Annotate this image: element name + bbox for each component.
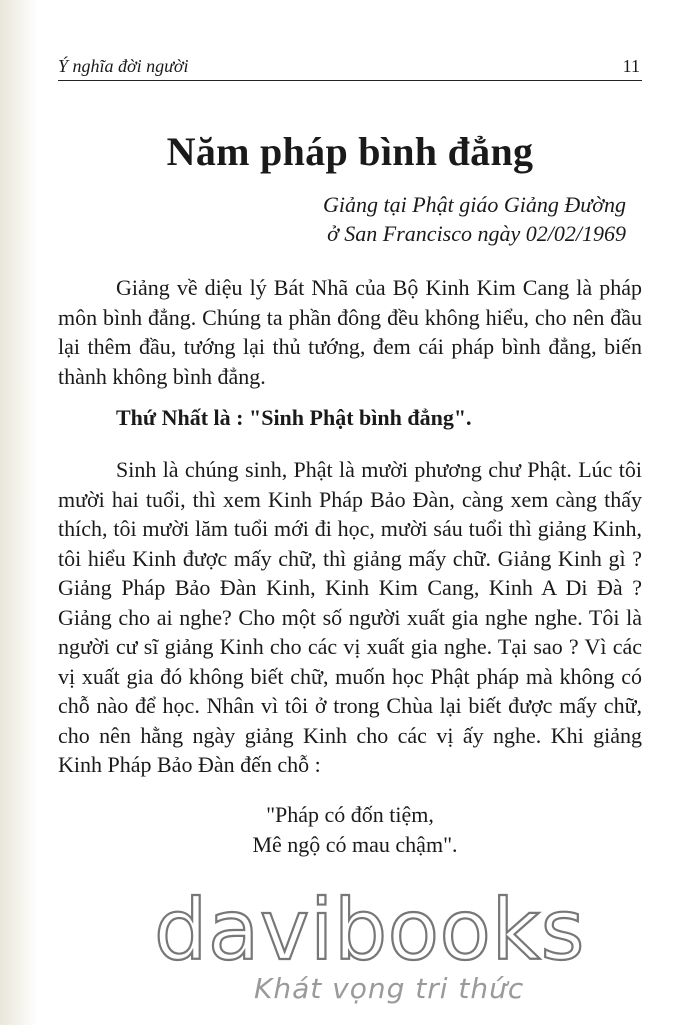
chapter-subtitle-line1: Giảng tại Phật giáo Giảng Đường: [322, 192, 626, 217]
chapter-subtitle-line2: ở San Francisco ngày 02/02/1969: [327, 221, 626, 246]
publisher-watermark: [110, 881, 630, 1008]
body-paragraph-1: Giảng về diệu lý Bát Nhã của Bộ Kinh Kim Cang là pháp môn bình đẳng. Chúng ta phần đông đều không hiểu, cho nên đầu lại thêm đầu, tướng lại thủ tướng, đem cái pháp bình đẳng, biến thành không bình đẳng.: [58, 275, 642, 389]
chapter-title: Năm pháp bình đẳng: [166, 129, 534, 174]
watermark-tagline: Khát vọng tri thức: [254, 972, 525, 1005]
header-book-title: Ý nghĩa đời người: [58, 56, 189, 76]
header-page-number: 11: [622, 56, 640, 76]
body-paragraph-2: Sinh là chúng sinh, Phật là mười phương chư Phật. Lúc tôi mười hai tuổi, thì xem Kinh Pháp Bảo Đàn, càng xem càng thấy thích, tôi mười lăm tuổi mới đi học, mười sáu tuổi thì giảng Kinh, tôi hiểu Kinh được mấy chữ, thì giảng mấy chữ. Giảng Kinh gì ? Giảng Pháp Bảo Đàn Kinh, Kinh Kim Cang, Kinh A Di Đà ? Giảng cho ai nghe? Cho một số người xuất gia nghe nghe. Tôi là người cư sĩ giảng Kinh cho các vị xuất gia nghe. Tại sao ? Vì các vị xuất gia đó không biết chữ, muốn học Phật pháp mà không có chỗ nào để học. Nhân vì tôi ở trong Chùa lại biết được mấy chữ, cho nên hằng ngày giảng Kinh cho các vị ấy nghe. Khi giảng Kinh Pháp Bảo Đàn đến chỗ :: [58, 457, 642, 777]
verse-line-1: "Pháp có đốn tiệm,: [266, 802, 434, 827]
running-header: [58, 54, 642, 81]
watermark-brand: davibooks: [154, 881, 585, 979]
verse-line-2: Mê ngộ có mau chậm".: [252, 832, 458, 857]
section-heading: Thứ Nhất là : "Sinh Phật bình đẳng".: [116, 405, 472, 430]
page-edge-shadow: [0, 0, 38, 1025]
